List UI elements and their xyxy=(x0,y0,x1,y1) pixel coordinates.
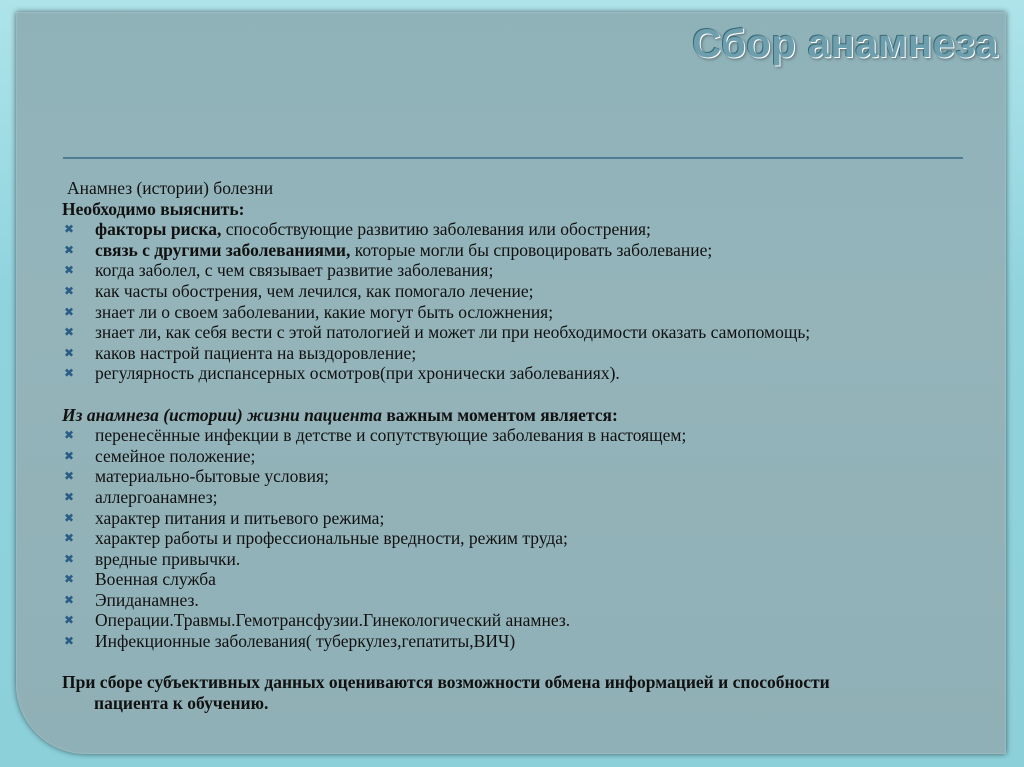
cross-bullet-icon: ✖ xyxy=(64,304,75,319)
spacer xyxy=(62,384,1007,405)
list-item xyxy=(62,240,1007,261)
cross-bullet-icon: ✖ xyxy=(64,469,75,484)
list-item xyxy=(62,343,1007,364)
cross-bullet-icon: ✖ xyxy=(64,531,75,546)
cross-bullet-icon: ✖ xyxy=(64,510,75,525)
section2-heading xyxy=(62,405,1007,426)
section2-list xyxy=(62,425,1007,652)
section1-list xyxy=(62,219,1007,384)
cross-bullet-icon: ✖ xyxy=(64,325,75,340)
list-item xyxy=(62,508,1007,529)
list-item xyxy=(62,219,1007,240)
cross-bullet-icon: ✖ xyxy=(64,263,75,278)
list-item xyxy=(62,363,1007,384)
conclusion xyxy=(62,672,1007,713)
list-item xyxy=(62,569,1007,590)
cross-bullet-icon: ✖ xyxy=(64,634,75,649)
list-item xyxy=(62,260,1007,281)
title-divider xyxy=(63,157,963,159)
list-item xyxy=(62,466,1007,487)
section1-subheading: Необходимо выяснить: xyxy=(62,198,245,219)
list-item xyxy=(62,302,1007,323)
list-item-text: Военная служба xyxy=(95,569,216,590)
cross-bullet-icon: ✖ xyxy=(64,428,75,443)
cross-bullet-icon: ✖ xyxy=(64,283,75,298)
section2-heading-italic: Из анамнеза (истории) жизни пациента xyxy=(62,404,382,425)
cross-bullet-icon: ✖ xyxy=(64,592,75,607)
list-item-text: материально-бытовые условия; xyxy=(95,466,329,487)
list-item xyxy=(62,446,1007,467)
list-item-text: Эпиданамнез. xyxy=(95,589,199,610)
list-item-text: знает ли о своем заболевании, какие могут быть осложнения; xyxy=(95,301,554,322)
cross-bullet-icon: ✖ xyxy=(64,222,75,237)
list-item-text: перенесённые инфекции в детстве и сопутствующие заболевания в настоящем; xyxy=(95,425,687,446)
cross-bullet-icon: ✖ xyxy=(64,572,75,587)
list-item-text: вредные привычки. xyxy=(95,548,241,569)
cross-bullet-icon: ✖ xyxy=(64,489,75,504)
section2-heading-rest: важным моментом является: xyxy=(381,404,618,425)
list-item xyxy=(62,610,1007,631)
list-item-text: характер питания и питьевого режима; xyxy=(95,507,385,528)
list-item-text: которые могли бы спровоцировать заболевание; xyxy=(350,239,713,260)
list-item-text: когда заболел, с чем связывает развитие заболевания; xyxy=(95,260,494,281)
list-item-bold: факторы риска, xyxy=(95,219,222,240)
list-item-bold: связь с другими заболеваниями, xyxy=(95,239,351,260)
list-item-text: как часты обострения, чем лечился, как помогало лечение; xyxy=(95,280,534,301)
list-item-text: регулярность диспансерных осмотров(при хронически заболеваниях). xyxy=(95,363,620,384)
section1-heading: Анамнез (истории) болезни xyxy=(67,178,274,198)
slide-title: Сбор анамнеза xyxy=(692,22,998,66)
cross-bullet-icon: ✖ xyxy=(64,345,75,360)
cross-bullet-icon: ✖ xyxy=(64,448,75,463)
cross-bullet-icon: ✖ xyxy=(64,242,75,257)
list-item xyxy=(62,590,1007,611)
conclusion-line2: пациента к обучению. xyxy=(94,692,269,713)
list-item-text: Инфекционные заболевания( туберкулез,гепатиты,ВИЧ) xyxy=(95,631,516,652)
list-item-text: Операции.Травмы.Гемотрансфузии.Гинекологический анамнез. xyxy=(95,610,571,631)
list-item-text: знает ли, как себя вести с этой патологией и может ли при необходимости оказать самопомощь; xyxy=(95,322,811,343)
list-item-text: способствующие развитию заболевания или обострения; xyxy=(221,219,651,240)
list-item xyxy=(62,425,1007,446)
list-item-text: характер работы и профессиональные вредности, режим труда; xyxy=(95,528,568,549)
list-item xyxy=(62,322,1007,343)
list-item xyxy=(62,549,1007,570)
conclusion-line1: При сборе субъективных данных оцениваются возможности обмена информацией и способности xyxy=(62,672,830,693)
cross-bullet-icon: ✖ xyxy=(64,551,75,566)
cross-bullet-icon: ✖ xyxy=(64,613,75,628)
slide-content xyxy=(62,178,1007,713)
list-item xyxy=(62,281,1007,302)
list-item-text: семейное положение; xyxy=(95,445,256,466)
cross-bullet-icon: ✖ xyxy=(64,366,75,381)
list-item-text: аллергоанамнез; xyxy=(95,486,218,507)
list-item xyxy=(62,631,1007,652)
spacer xyxy=(62,652,1007,673)
list-item-text: каков настрой пациента на выздоровление; xyxy=(95,342,417,363)
list-item xyxy=(62,487,1007,508)
list-item xyxy=(62,528,1007,549)
